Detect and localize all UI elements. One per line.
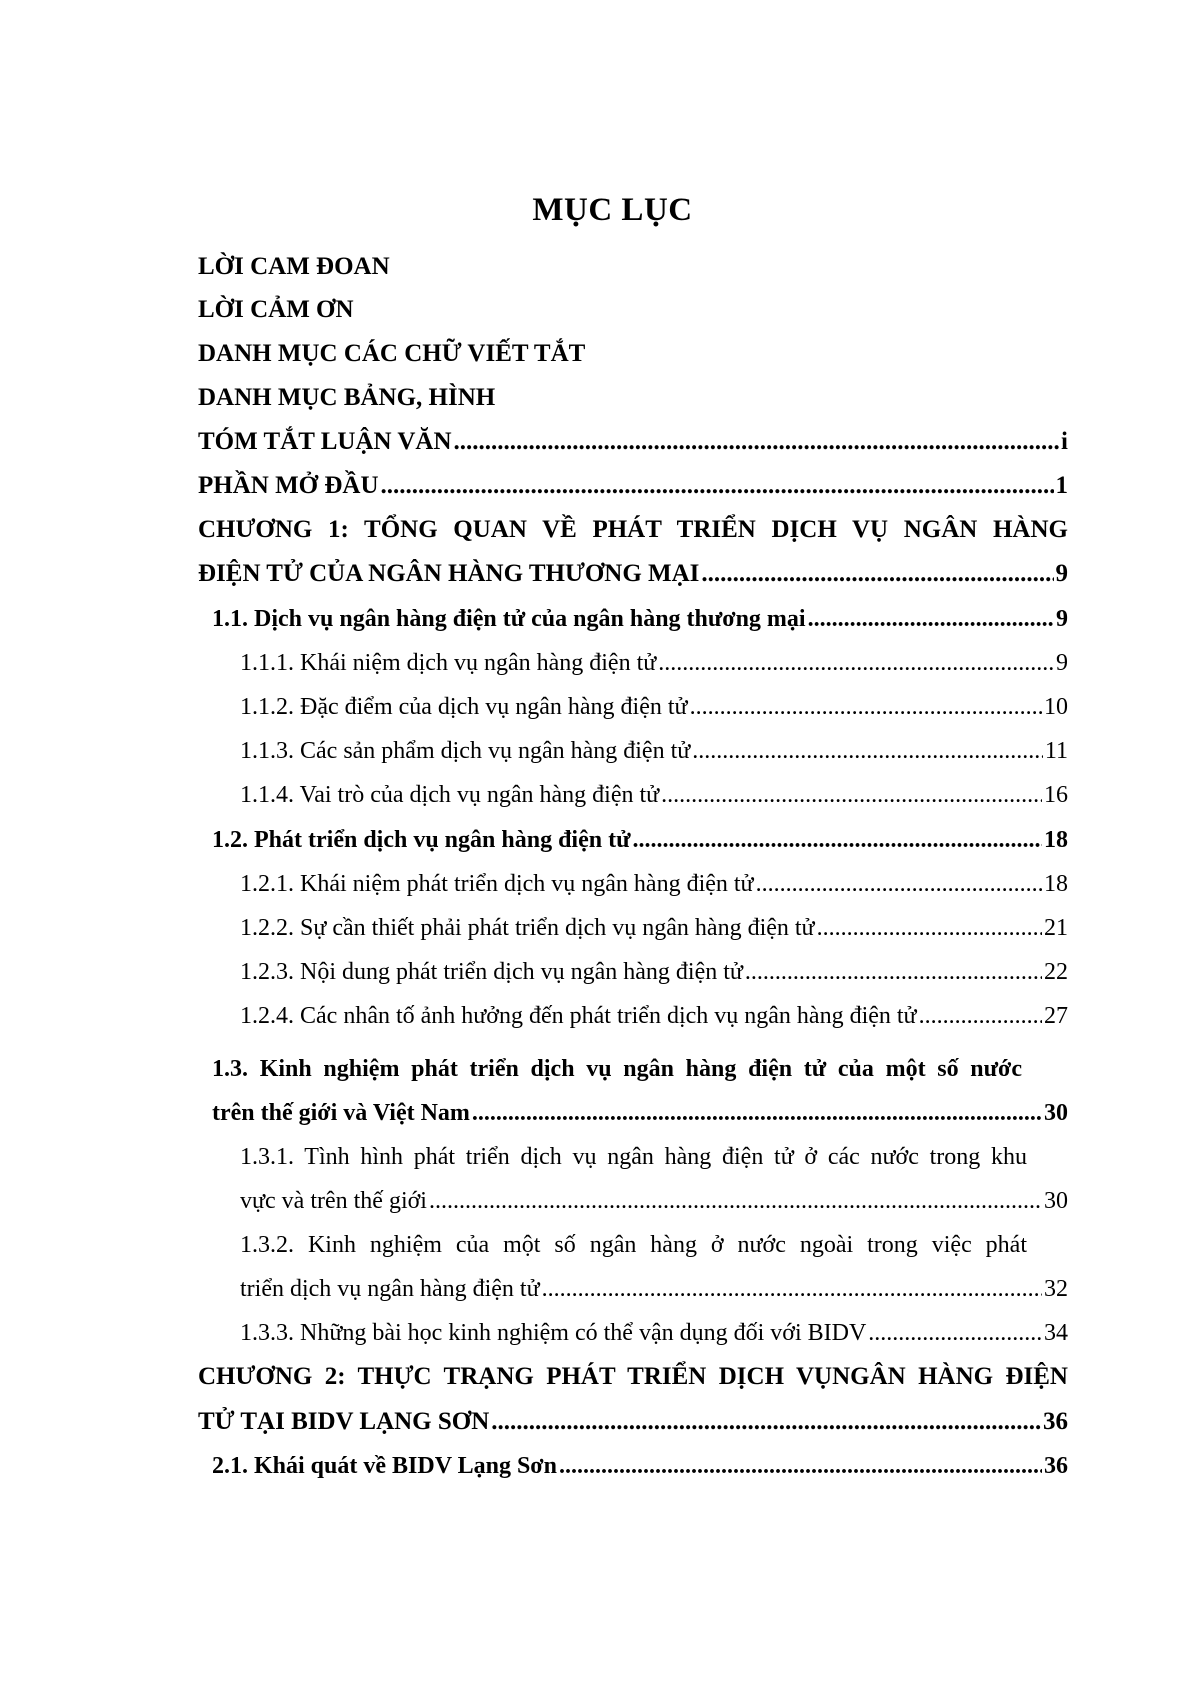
toc-entry-page: 30 bbox=[1044, 1188, 1068, 1214]
toc-entry-text: 1.1.2. Đặc điểm của dịch vụ ngân hàng điện tử bbox=[240, 694, 688, 720]
toc-entry-danh-muc-chu-viet-tat bbox=[198, 332, 1068, 376]
toc-entry-page: 9 bbox=[1055, 560, 1068, 587]
toc-entry-text: LỜI CAM ĐOAN bbox=[198, 253, 390, 280]
dot-leader bbox=[817, 906, 1042, 950]
toc-entry-1-3-1-line-2 bbox=[240, 1179, 1068, 1223]
dot-leader bbox=[661, 773, 1042, 817]
toc-entry-page: 27 bbox=[1044, 1003, 1068, 1029]
toc-entry-page: 18 bbox=[1044, 827, 1068, 853]
dot-leader bbox=[491, 1400, 1041, 1444]
toc-entry-phan-mo-dau bbox=[198, 464, 1068, 508]
toc-entry-text: DANH MỤC CÁC CHỮ VIẾT TẮT bbox=[198, 340, 586, 367]
toc-entry-page: 11 bbox=[1044, 738, 1068, 764]
dot-leader bbox=[381, 464, 1054, 508]
toc-entry-page: 36 bbox=[1044, 1453, 1068, 1479]
dot-leader bbox=[658, 641, 1054, 685]
toc-entry-1-3-2-line-1: 1.3.2. Kinh nghiệm của một số ngân hàng ở nước ngoài trong việc phát bbox=[240, 1232, 1027, 1258]
toc-entry-chuong-1-line-2 bbox=[198, 552, 1068, 596]
dot-leader bbox=[868, 1311, 1042, 1355]
toc-entry-1-2-4 bbox=[240, 994, 1068, 1038]
dot-leader bbox=[808, 597, 1054, 641]
toc-entry-1-1-1 bbox=[240, 641, 1068, 685]
toc-entry-loi-cam-doan bbox=[198, 245, 1068, 289]
toc-entry-text: 1.2. Phát triển dịch vụ ngân hàng điện tử bbox=[212, 827, 631, 853]
toc-entry-page: i bbox=[1061, 428, 1068, 455]
toc-entry-1-1 bbox=[212, 597, 1068, 641]
toc-entry-1-3-3 bbox=[240, 1311, 1068, 1355]
toc-entry-page: 10 bbox=[1044, 694, 1068, 720]
dot-leader bbox=[692, 729, 1043, 773]
toc-entry-tom-tat bbox=[198, 420, 1068, 464]
toc-entry-text: 2.1. Khái quát về BIDV Lạng Sơn bbox=[212, 1453, 557, 1479]
toc-entry-1-3-1-line-1: 1.3.1. Tình hình phát triển dịch vụ ngân hàng điện tử ở các nước trong khu bbox=[240, 1144, 1027, 1170]
dot-leader bbox=[632, 818, 1042, 862]
dot-leader bbox=[701, 552, 1053, 596]
dot-leader bbox=[472, 1091, 1042, 1135]
toc-entry-text: PHẦN MỞ ĐẦU bbox=[198, 472, 379, 499]
toc-entry-1-3-2-line-2 bbox=[240, 1267, 1068, 1311]
toc-entry-text: LỜI CẢM ƠN bbox=[198, 296, 354, 323]
toc-entry-text: vực và trên thế giới bbox=[240, 1188, 427, 1214]
toc-entry-page: 32 bbox=[1044, 1276, 1068, 1302]
toc-entry-text: 1.1. Dịch vụ ngân hàng điện tử của ngân hàng thương mại bbox=[212, 606, 806, 632]
toc-entry-1-1-2 bbox=[240, 685, 1068, 729]
toc-entry-text: TÓM TẮT LUẬN VĂN bbox=[198, 428, 452, 455]
toc-entry-chuong-2-line-1: CHƯƠNG 2: THỰC TRẠNG PHÁT TRIỂN DỊCH VỤNGÂN HÀNG ĐIỆN bbox=[198, 1363, 1068, 1390]
toc-entry-page: 22 bbox=[1044, 959, 1068, 985]
dot-leader bbox=[745, 950, 1042, 994]
toc-entry-1-2-1 bbox=[240, 862, 1068, 906]
toc-entry-loi-cam-on bbox=[198, 288, 1068, 332]
dot-leader bbox=[690, 685, 1042, 729]
toc-entry-page: 34 bbox=[1044, 1320, 1068, 1346]
toc-entry-chuong-2-line-2 bbox=[198, 1400, 1068, 1444]
dot-leader bbox=[919, 994, 1042, 1038]
toc-entry-text: 1.1.4. Vai trò của dịch vụ ngân hàng điện tử bbox=[240, 782, 660, 808]
toc-entry-chuong-1-line-1: CHƯƠNG 1: TỔNG QUAN VỀ PHÁT TRIỂN DỊCH VỤ NGÂN HÀNG bbox=[198, 516, 1068, 543]
toc-entry-page: 9 bbox=[1056, 650, 1068, 676]
toc-entry-1-2-2 bbox=[240, 906, 1068, 950]
toc-entry-text: triển dịch vụ ngân hàng điện tử bbox=[240, 1276, 540, 1302]
toc-entry-text: TỬ TẠI BIDV LẠNG SƠN bbox=[198, 1408, 490, 1435]
dot-leader bbox=[542, 1267, 1042, 1311]
toc-entry-1-3-line-2 bbox=[212, 1091, 1068, 1135]
toc-entry-text: trên thế giới và Việt Nam bbox=[212, 1100, 470, 1126]
toc-entry-text: 1.2.2. Sự cần thiết phải phát triển dịch vụ ngân hàng điện tử bbox=[240, 915, 815, 941]
toc-entry-page: 16 bbox=[1044, 782, 1068, 808]
toc-entry-text: 1.3.3. Những bài học kinh nghiệm có thể vận dụng đối với BIDV bbox=[240, 1320, 867, 1346]
toc-entry-1-1-4 bbox=[240, 773, 1068, 817]
toc-entry-2-1 bbox=[212, 1444, 1068, 1488]
toc-entry-text: 1.1.3. Các sản phẩm dịch vụ ngân hàng điện tử bbox=[240, 738, 691, 764]
toc-entry-text: ĐIỆN TỬ CỦA NGÂN HÀNG THƯƠNG MẠI bbox=[198, 560, 700, 587]
dot-leader bbox=[429, 1179, 1042, 1223]
toc-entry-text: 1.2.3. Nội dung phát triển dịch vụ ngân hàng điện tử bbox=[240, 959, 743, 985]
toc-entry-text: 1.2.1. Khái niệm phát triển dịch vụ ngân hàng điện tử bbox=[240, 871, 754, 897]
toc-entry-text: 1.1.1. Khái niệm dịch vụ ngân hàng điện tử bbox=[240, 650, 657, 676]
dot-leader bbox=[559, 1444, 1042, 1488]
toc-entry-1-1-3 bbox=[240, 729, 1068, 773]
toc-entry-page: 1 bbox=[1055, 472, 1068, 499]
toc-entry-1-3-line-1: 1.3. Kinh nghiệm phát triển dịch vụ ngân hàng điện tử của một số nước bbox=[212, 1056, 1022, 1082]
toc-entry-page: 18 bbox=[1044, 871, 1068, 897]
toc-entry-text: 1.2.4. Các nhân tố ảnh hưởng đến phát triển dịch vụ ngân hàng điện tử bbox=[240, 1003, 917, 1029]
toc-entry-danh-muc-bang-hinh bbox=[198, 376, 1068, 420]
toc-entry-1-2 bbox=[212, 818, 1068, 862]
toc-entry-page: 36 bbox=[1043, 1408, 1068, 1435]
dot-leader bbox=[454, 420, 1060, 464]
toc-entry-text: DANH MỤC BẢNG, HÌNH bbox=[198, 384, 496, 411]
toc-entry-page: 9 bbox=[1056, 606, 1068, 632]
dot-leader bbox=[756, 862, 1042, 906]
toc-entry-page: 30 bbox=[1044, 1100, 1068, 1126]
toc-entry-1-2-3 bbox=[240, 950, 1068, 994]
toc-entry-page: 21 bbox=[1044, 915, 1068, 941]
toc-title: MỤC LỤC bbox=[532, 192, 693, 228]
